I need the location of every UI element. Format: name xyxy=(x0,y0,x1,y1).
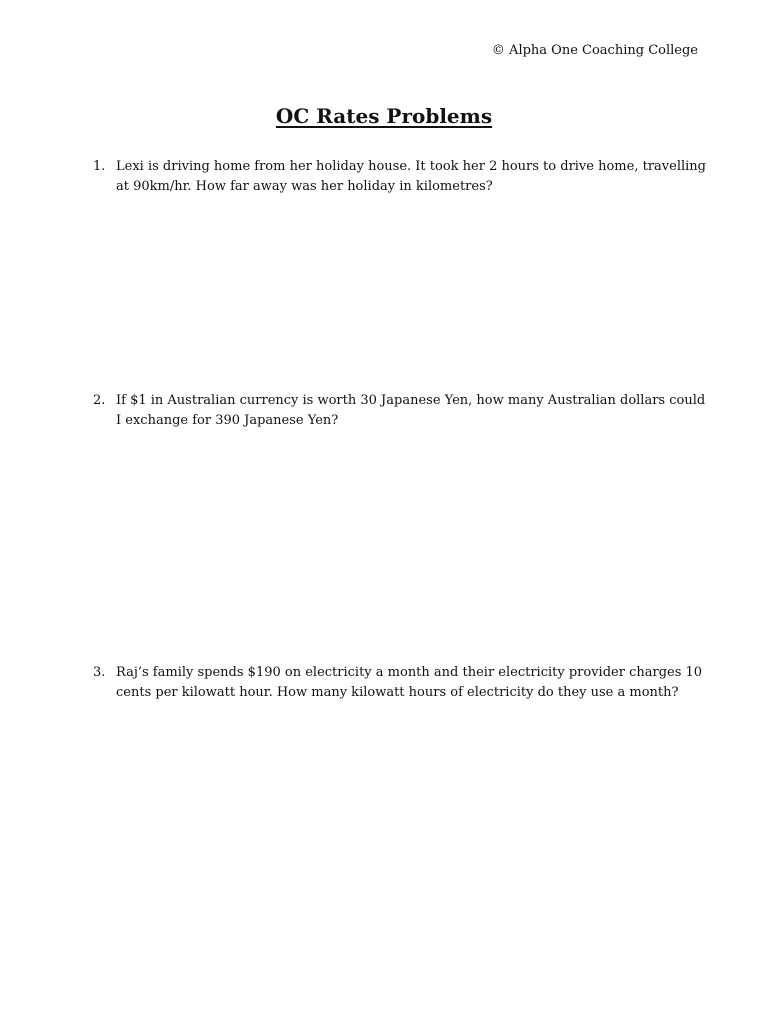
question-number: 3. xyxy=(93,665,106,680)
question-2 xyxy=(93,391,713,430)
question-1 xyxy=(93,157,713,196)
question-number: 1. xyxy=(93,159,106,174)
question-number: 2. xyxy=(93,393,106,408)
question-3 xyxy=(93,663,713,702)
question-text: If $1 in Australian currency is worth 30 Japanese Yen, how many Australian dollars could I exchange for 390 Japanese Yen? xyxy=(116,393,706,428)
copyright-header: © Alpha One Coaching College xyxy=(491,43,698,58)
question-text: Lexi is driving home from her holiday house. It took her 2 hours to drive home, travelling at 90km/hr. How far away was her holiday in kilometres? xyxy=(116,159,706,194)
page-title-text: OC Rates Problems xyxy=(275,104,493,128)
question-text: Raj’s family spends $190 on electricity a month and their electricity provider charges 10 cents per kilowatt hour. How many kilowatt hours of electricity do they use a month? xyxy=(116,665,703,700)
page-title xyxy=(0,102,768,130)
